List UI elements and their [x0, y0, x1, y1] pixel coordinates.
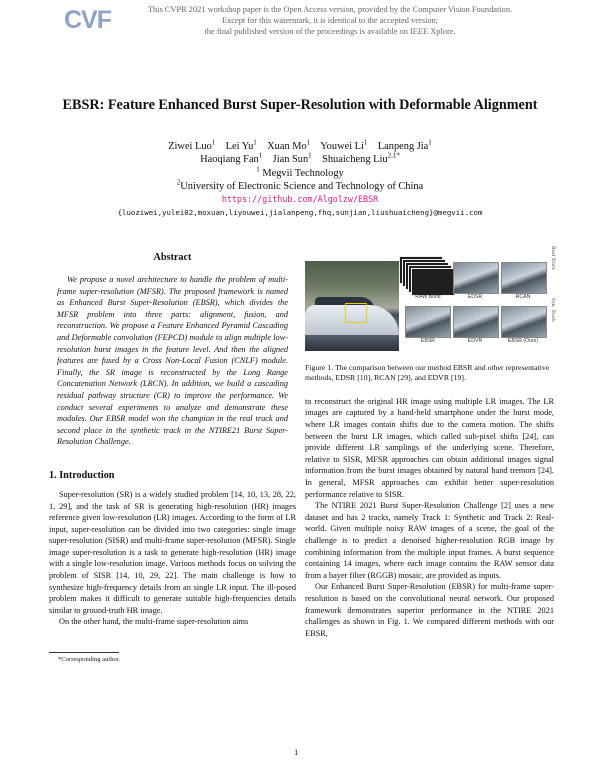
affil-sup: 2 [176, 178, 181, 187]
affiliation-1 [30, 167, 570, 180]
abstract-text: We propose a novel architecture to handle the problem of multi-frame super-resolution (MFSR). The proposed framework is named as Enhanced Burst Super-Resolution (EBSR), which divides the MFSR problem into three parts: alignment, fusion, and reconstruction. We propose a Feature Enhanced Pyramid Cascading and Deformable convolution (FEPCD) module to align multiple low-resolution burst images in the feature level. And then the aligned features are fused by a Cross Non-Local Fusion (CNLF) module. Finally, the SR image is reconstructed by the Long Range Concatenation Network (LRCN). In addition, we build a cascading residual pathway structure (CR) to improve the performance. We conduct several experiments to analyze and demonstrate these modules. Our EBSR model won the champion in the real track and second place in the synthetic track in the NTIRE21 Burst Super-Resolution Challenge. [57, 275, 288, 447]
author-affil-sup: 1 [211, 138, 216, 147]
burst-frame [411, 268, 455, 296]
author-block [30, 140, 570, 220]
author-name: Shuaicheng Liu [322, 154, 388, 166]
author-affil-sup: 2,1* [387, 151, 400, 160]
author-affil-sup: 1 [306, 138, 311, 147]
author-affil-sup: 1 [308, 151, 312, 160]
figure-side-label: Real Track [550, 246, 556, 270]
ebsr-ours-result-thumb [501, 306, 547, 338]
raw-burst-stack [399, 256, 455, 296]
author-name: Youwei Li [320, 141, 364, 152]
open-access-watermark [110, 4, 550, 37]
watermark-line: Except for this watermark, it is identical to the accepted version; [221, 16, 439, 25]
page-number: 1 [294, 747, 299, 757]
author-name: Haoqiang Fan [200, 154, 259, 166]
figure-label: EBSR (Ours) [507, 338, 539, 344]
figure-label: EBSR [420, 338, 436, 344]
body-paragraph: to reconstruct the original HR image using multiple LR images. The LR images are captured by a hand-held smartphone under the burst mode, where LR images contain shifts due to the camera motion. The shifts between the burst LR images, which called sub-pixel shifts [24], can provide different LR samplings of the underlying scene. Therefore, relative to SISR, MFSR approaches can obtain additional images signal information from the burst images obtained by natural hand tremors [24]. In general, MFSR approaches can exhibit better super-resolution performance relative to SISR. [305, 396, 554, 499]
authors-line-2 [30, 153, 570, 166]
ebsr-result-thumb [405, 306, 451, 338]
intro-paragraph: Super-resolution (SR) is a widely studied problem [14, 10, 13, 28, 22, 1, 29], and the task of SR is generating high-resolution (HR) images reference given low-resolution (LR) images. According to the form of LR input, super-resolution can be divided into two categories: single image super-resolution (SISR) and multi-frame super-resolution (MFSR). Single image super-resolution is a task to generate high-resolution (HR) image with a single low-resolution image. Various methods focus on solving the problem of SISR [14, 10, 29, 22]. The main challenge is how to synthesize high-frequency details from an single LR input. The ill-posed problem makes it difficult to generate suitable high-frequencies details similar to ground-truth HR image. [49, 489, 296, 615]
author-affil-sup: 1 [258, 151, 263, 160]
author-name: Jian Sun [272, 154, 309, 166]
author-name: Ziwei Luo [168, 141, 212, 152]
left-column [49, 248, 296, 628]
figure-side-label: Syn. Track [550, 298, 556, 322]
figure-label: RCAN [515, 294, 531, 300]
repo-link[interactable]: https://github.com/Algolzw/EBSR [221, 194, 379, 205]
author-emails: {luoziwei,yulei02,moxuan,liyouwei,jialanpeng,fhq,sunjian,liushuaicheng}@megvii.com [117, 208, 483, 218]
section-heading-introduction: 1. Introduction [49, 469, 115, 481]
watermark-line: the final published version of the proceedings is available on IEEE Xplore. [204, 27, 456, 36]
author-name: Lanpeng Jia [377, 141, 429, 152]
author-affil-sup: 1 [253, 138, 257, 147]
car-photo [305, 261, 399, 351]
body-paragraph: Our Enhanced Burst Super-Resolution (EBSR) for multi-frame super-resolution is based on the convolutional neural network. Our proposed framework demonstrates superior performance in the NTIRE 2021 challenges as shown in Fig. 1. We compared different methods with our EBSR, [305, 582, 554, 638]
abstract-heading: Abstract [153, 252, 192, 263]
author-affil-sup: 1 [428, 138, 432, 147]
affiliation-2 [30, 180, 570, 193]
figure-label: EDSR [467, 294, 483, 300]
figure-caption: Figure 1. The comparison between our method EBSR and other representative methods, EDSR [10], RCAN [29], and EDVR [19]. [305, 363, 550, 383]
crop-highlight-box [345, 303, 367, 323]
right-column [305, 236, 554, 639]
footnote: *Corresponding author. [58, 656, 121, 663]
figure-1 [305, 236, 554, 351]
author-name: Lei Yu [225, 141, 254, 152]
figure-label: RAW Burst [415, 294, 441, 300]
paper-title: EBSR: Feature Enhanced Burst Super-Resolution with Deformable Alignment [62, 97, 538, 113]
author-name: Xuan Mo [267, 141, 307, 152]
footnote-rule [49, 652, 119, 653]
authors-line-1 [30, 140, 570, 153]
cvf-logo: CVF [64, 6, 111, 34]
watermark-line: This CVPR 2021 workshop paper is the Open Access version, provided by the Computer Vision Foundation. [147, 5, 513, 14]
affiliation-name: Megvii Technology [262, 167, 344, 179]
intro-paragraph: On the other hand, the multi-frame super-resolution aims [59, 617, 249, 627]
affiliation-name: University of Electronic Science and Technology of China [180, 180, 424, 192]
body-paragraph: The NTIRE 2021 Burst Super-Resolution Challenge [2] uses a new dataset and has 2 tracks, namely Track 1: Synthetic and Track 2: Real-world. Given multiple noisy RAW images of a scene, the goal of the challenge is to predict a denoised higher-resolution RGB image by combining information from the multiple input frames. A burst sequence containing 14 images, where each image contains the RAW sensor data from a bayer filter (RGGB) mosaic, are provided as inputs. [305, 501, 554, 580]
affil-sup: 1 [256, 165, 260, 174]
edsr-result-thumb [453, 262, 499, 294]
figure-label: EDVR [467, 338, 483, 344]
author-affil-sup: 1 [363, 138, 368, 147]
edvr-result-thumb [453, 306, 499, 338]
rcan-result-thumb [501, 262, 547, 294]
